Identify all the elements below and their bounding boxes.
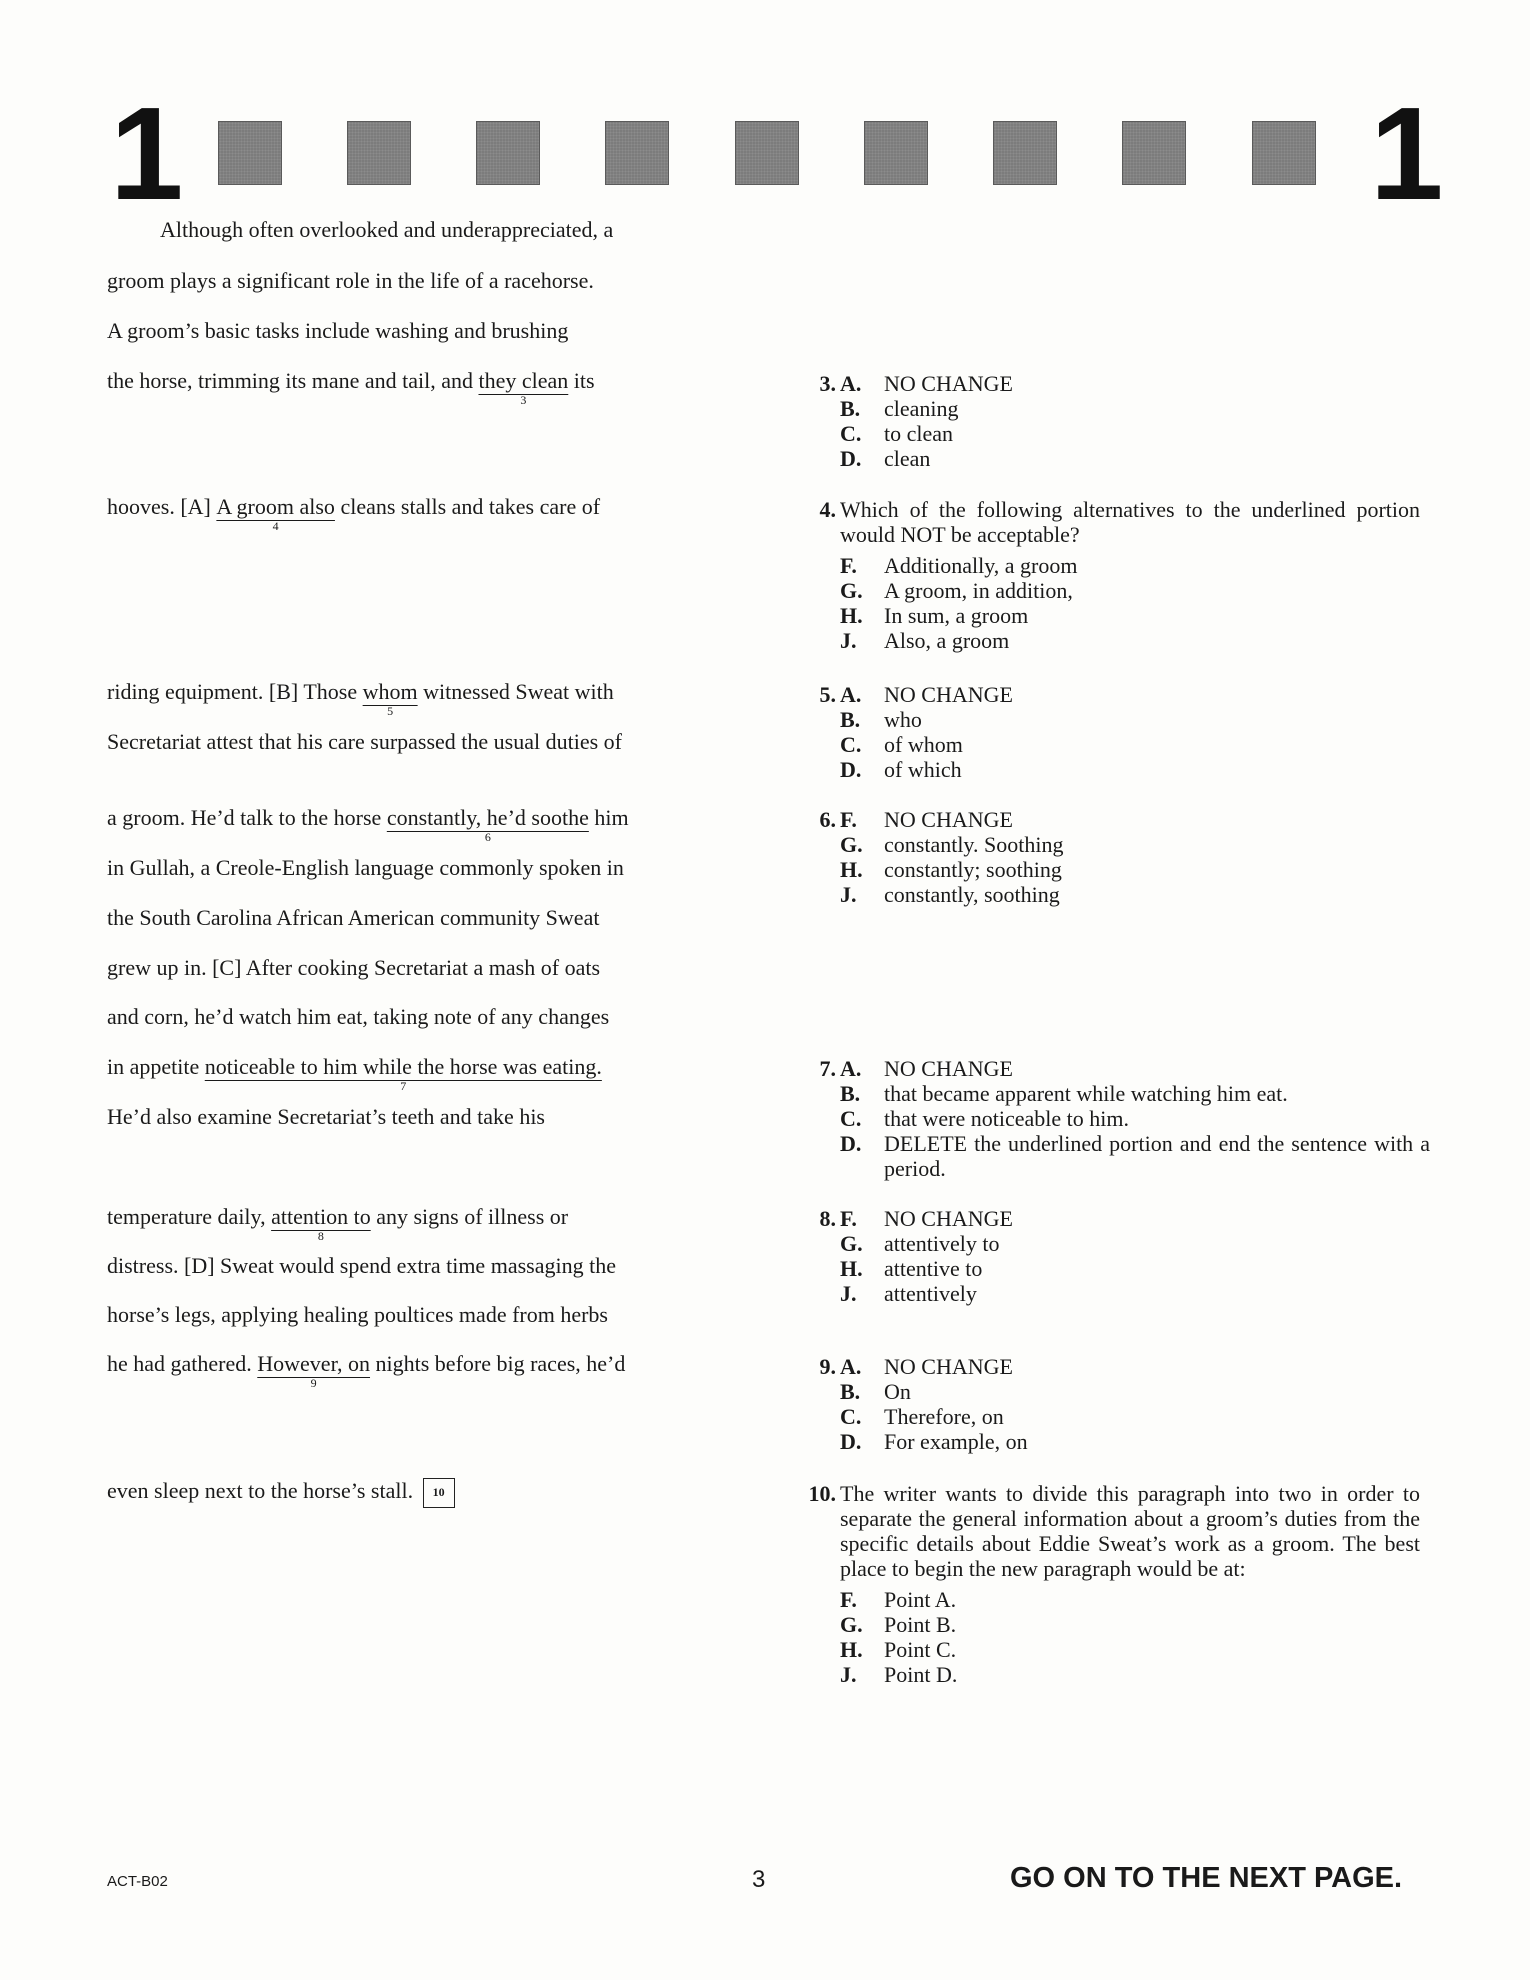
option-letter: H.	[840, 1256, 863, 1281]
answer-option-g[interactable]	[840, 832, 1430, 857]
option-letter: A.	[840, 1056, 862, 1081]
question-number: 6.	[819, 807, 836, 832]
option-letter: D.	[840, 1429, 862, 1454]
answer-option-a[interactable]	[840, 1056, 1430, 1081]
header-block	[218, 121, 282, 185]
option-text: NO CHANGE	[884, 682, 1013, 707]
answer-option-d[interactable]	[840, 446, 1430, 471]
option-letter: C.	[840, 1404, 862, 1429]
option-text: Point D.	[884, 1662, 958, 1687]
underlined-portion-6[interactable]	[386, 805, 589, 844]
passage-line: horse’s legs, applying healing poultices made from herbs	[107, 1302, 608, 1327]
underlined-text: attention to	[271, 1204, 371, 1229]
passage-line: distress. [D] Sweat would spend extra time massaging the	[107, 1253, 616, 1278]
option-letter: A.	[840, 1354, 862, 1379]
option-text: Therefore, on	[884, 1404, 1004, 1429]
option-text: Point C.	[884, 1637, 957, 1662]
section-number-left: 1	[110, 80, 184, 227]
section-header	[0, 0, 1530, 227]
question-number: 5.	[819, 682, 836, 707]
option-text: that became apparent while watching him eat.	[884, 1081, 1288, 1106]
option-text: Point B.	[884, 1612, 957, 1637]
answer-option-g[interactable]	[840, 578, 1430, 603]
question-ref-number: 5	[387, 704, 394, 718]
answer-option-j[interactable]	[840, 1662, 1430, 1687]
passage-line	[107, 368, 747, 407]
option-letter: J.	[840, 882, 857, 907]
answer-option-h[interactable]	[840, 603, 1430, 628]
option-text: Point A.	[884, 1587, 957, 1612]
header-block	[347, 121, 411, 185]
option-letter: B.	[840, 707, 861, 732]
option-text: of which	[884, 757, 962, 782]
passage-line	[107, 805, 747, 844]
passage-text: nights before big races, he’d	[370, 1351, 626, 1376]
option-text: attentively to	[884, 1231, 1000, 1256]
answer-option-h[interactable]	[840, 1256, 1430, 1281]
option-text: For example, on	[884, 1429, 1028, 1454]
header-block	[1252, 121, 1316, 185]
question-number: 10.	[808, 1481, 836, 1506]
passage-line	[107, 494, 747, 533]
answer-option-g[interactable]	[840, 1612, 1430, 1637]
option-text: constantly, soothing	[884, 882, 1060, 907]
passage-line	[107, 1351, 747, 1390]
passage-text: temperature daily,	[107, 1204, 272, 1229]
option-text: DELETE the underlined portion and end the sentence with a period.	[884, 1131, 1430, 1181]
option-text: that were noticeable to him.	[884, 1106, 1129, 1131]
test-code: ACT-B02	[107, 1873, 168, 1890]
header-block	[993, 121, 1057, 185]
answer-option-h[interactable]	[840, 1637, 1430, 1662]
answer-option-b[interactable]	[840, 707, 1430, 732]
option-text: Additionally, a groom	[884, 553, 1078, 578]
option-letter: A.	[840, 682, 862, 707]
option-letter: F.	[840, 807, 857, 832]
question-ref-number: 9	[310, 1376, 317, 1390]
question-number: 9.	[819, 1354, 836, 1379]
option-text: A groom, in addition,	[884, 578, 1073, 603]
option-letter: G.	[840, 578, 863, 603]
answer-option-d[interactable]	[840, 1429, 1430, 1454]
question-4	[790, 497, 1430, 653]
option-letter: B.	[840, 396, 861, 421]
question-5	[790, 682, 1430, 782]
question-ref-number: 3	[520, 393, 527, 407]
answer-option-c[interactable]	[840, 1404, 1430, 1429]
option-text: constantly; soothing	[884, 857, 1062, 882]
passage-line	[107, 679, 747, 718]
option-letter: G.	[840, 1612, 863, 1637]
option-letter: D.	[840, 446, 862, 471]
answer-option-d[interactable]	[840, 757, 1430, 782]
option-letter: F.	[840, 553, 857, 578]
underlined-text: constantly, he’d soothe	[386, 805, 589, 830]
passage-line: Secretariat attest that his care surpassed the usual duties of	[107, 729, 622, 754]
passage-text: riding equipment. [B] Those	[107, 679, 363, 704]
answer-option-a[interactable]	[840, 1354, 1430, 1379]
passage-text: even sleep next to the horse’s stall.	[107, 1478, 414, 1504]
answer-option-d[interactable]	[840, 1131, 1430, 1181]
option-letter: C.	[840, 732, 862, 757]
answer-option-f[interactable]	[840, 553, 1430, 578]
passage-line: A groom’s basic tasks include washing and brushing	[107, 318, 569, 343]
header-block	[605, 121, 669, 185]
passage-line: groom plays a significant role in the life of a racehorse.	[107, 268, 594, 293]
question-stem: Which of the following alternatives to the underlined portion would NOT be acceptable?	[840, 497, 1420, 547]
underlined-text: they clean	[478, 368, 569, 393]
question-7	[790, 1056, 1430, 1181]
option-letter: F.	[840, 1587, 857, 1612]
answer-option-c[interactable]	[840, 421, 1430, 446]
option-text: NO CHANGE	[884, 1206, 1013, 1231]
answer-option-c[interactable]	[840, 1106, 1430, 1131]
option-letter: J.	[840, 1662, 857, 1687]
passage-line	[107, 1478, 747, 1508]
option-letter: H.	[840, 1637, 863, 1662]
answer-option-j[interactable]	[840, 628, 1430, 653]
passage-text: witnessed Sweat with	[417, 679, 614, 704]
underlined-portion-9[interactable]	[257, 1351, 371, 1390]
option-letter: C.	[840, 1106, 862, 1131]
answer-option-h[interactable]	[840, 857, 1430, 882]
option-text: of whom	[884, 732, 963, 757]
passage-line	[107, 1204, 747, 1243]
option-text: to clean	[884, 421, 954, 446]
question-8	[790, 1206, 1430, 1306]
option-text: On	[884, 1379, 911, 1404]
next-page-notice: GO ON TO THE NEXT PAGE.	[1010, 1862, 1403, 1894]
option-text: NO CHANGE	[884, 1056, 1013, 1081]
option-text: NO CHANGE	[884, 807, 1013, 832]
underlined-text: A groom also	[216, 494, 335, 519]
passage-text: its	[568, 368, 595, 393]
option-letter: J.	[840, 1281, 857, 1306]
passage-text: a groom. He’d talk to the horse	[107, 805, 387, 830]
question-number: 4.	[819, 497, 836, 522]
passage-line: the South Carolina African American community Sweat	[107, 905, 600, 930]
passage-text: him	[588, 805, 629, 830]
option-text: constantly. Soothing	[884, 832, 1064, 857]
passage-text: any signs of illness or	[370, 1204, 569, 1229]
question-number: 3.	[819, 371, 836, 396]
option-letter: B.	[840, 1081, 861, 1106]
answer-option-b[interactable]	[840, 1081, 1430, 1106]
passage-line: in Gullah, a Creole-English language commonly spoken in	[107, 855, 624, 880]
answer-option-f[interactable]	[840, 1206, 1430, 1231]
passage-line: grew up in. [C] After cooking Secretariat a mash of oats	[107, 955, 601, 980]
question-box-10[interactable]: 10	[423, 1478, 455, 1508]
option-text: clean	[884, 446, 931, 471]
option-text: NO CHANGE	[884, 1354, 1013, 1379]
underlined-portion-4[interactable]	[216, 494, 335, 533]
underlined-portion-5[interactable]	[362, 679, 418, 718]
question-10	[790, 1481, 1430, 1687]
passage-line: and corn, he’d watch him eat, taking note of any changes	[107, 1004, 610, 1029]
option-text: NO CHANGE	[884, 371, 1013, 396]
option-letter: G.	[840, 1231, 863, 1256]
answer-option-g[interactable]	[840, 1231, 1430, 1256]
answer-option-a[interactable]	[840, 371, 1430, 396]
passage-text: in appetite	[107, 1054, 205, 1079]
answer-option-b[interactable]	[840, 396, 1430, 421]
question-ref-number: 4	[272, 519, 279, 533]
question-6	[790, 807, 1430, 907]
option-letter: H.	[840, 857, 863, 882]
answer-option-j[interactable]	[840, 882, 1430, 907]
question-ref-number: 7	[400, 1079, 407, 1093]
option-text: who	[884, 707, 922, 732]
answer-option-j[interactable]	[840, 1281, 1430, 1306]
option-letter: G.	[840, 832, 863, 857]
passage-line: He’d also examine Secretariat’s teeth and take his	[107, 1104, 545, 1129]
option-letter: A.	[840, 371, 862, 396]
question-9	[790, 1354, 1430, 1454]
option-letter: F.	[840, 1206, 857, 1231]
underlined-portion-7[interactable]	[204, 1054, 602, 1093]
header-block	[864, 121, 928, 185]
header-block	[735, 121, 799, 185]
answer-option-b[interactable]	[840, 1379, 1430, 1404]
underlined-portion-3[interactable]	[478, 368, 569, 407]
answer-option-f[interactable]	[840, 807, 1430, 832]
header-block	[476, 121, 540, 185]
question-stem: The writer wants to divide this paragraph into two in order to separate the general information about a groom’s duties from the specific details about Eddie Sweat’s work as a groom. The best place to begin the new paragraph would be at:	[840, 1481, 1420, 1581]
option-letter: J.	[840, 628, 857, 653]
passage-line	[107, 1054, 747, 1093]
question-ref-number: 8	[317, 1229, 324, 1243]
passage-line: Although often overlooked and underappreciated, a	[160, 217, 614, 242]
answer-option-f[interactable]	[840, 1587, 1430, 1612]
page-number: 3	[752, 1866, 766, 1893]
option-text: In sum, a groom	[884, 603, 1029, 628]
option-text: attentive to	[884, 1256, 983, 1281]
option-text: cleaning	[884, 396, 959, 421]
option-letter: H.	[840, 603, 863, 628]
option-letter: B.	[840, 1379, 861, 1404]
header-block	[1122, 121, 1186, 185]
option-letter: C.	[840, 421, 862, 446]
option-text: Also, a groom	[884, 628, 1010, 653]
underlined-portion-8[interactable]	[271, 1204, 371, 1243]
underlined-text: whom	[362, 679, 418, 704]
answer-option-a[interactable]	[840, 682, 1430, 707]
passage-text: he had gathered.	[107, 1351, 258, 1376]
question-3	[790, 371, 1430, 471]
underlined-text: However, on	[257, 1351, 371, 1376]
section-number-right: 1	[1370, 80, 1444, 227]
question-number: 8.	[819, 1206, 836, 1231]
passage-text: hooves. [A]	[107, 494, 217, 519]
passage-text: cleans stalls and takes care of	[334, 494, 601, 519]
answer-option-c[interactable]	[840, 732, 1430, 757]
underlined-text: noticeable to him while the horse was eating.	[204, 1054, 602, 1079]
question-ref-number: 6	[484, 830, 491, 844]
option-text: attentively	[884, 1281, 977, 1306]
passage-text: the horse, trimming its mane and tail, and	[107, 368, 479, 393]
option-letter: D.	[840, 1131, 862, 1156]
option-letter: D.	[840, 757, 862, 782]
question-number: 7.	[819, 1056, 836, 1081]
